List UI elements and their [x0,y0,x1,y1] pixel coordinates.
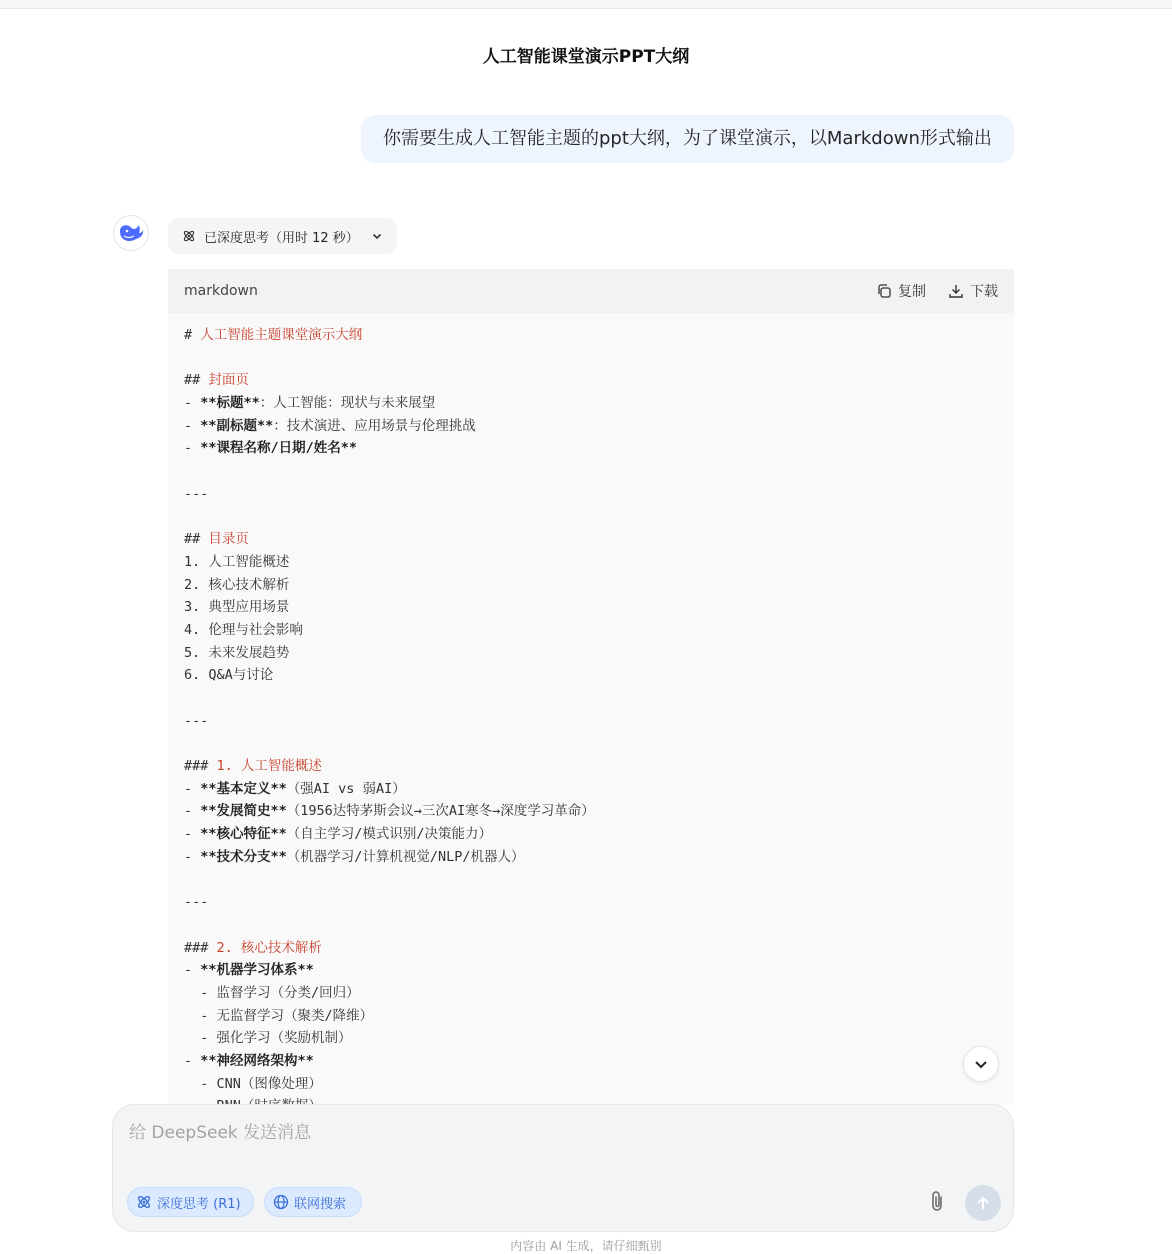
code-segment: - [184,962,201,979]
copy-label: 复制 [898,284,926,300]
send-button[interactable] [965,1185,1001,1221]
code-segment: （强AI vs 弱AI） [286,780,406,797]
code-segment: **发展简史** [200,803,287,820]
code-line [184,324,998,347]
atom-icon [182,229,196,243]
code-line [184,460,998,483]
code-line [184,937,998,960]
download-icon [948,283,964,299]
code-content [168,313,1014,1118]
code-line [184,551,998,574]
code-segment: 人工智能主题课堂演示大纲 [200,327,363,343]
code-segment: **课程名称/日期/姓名** [200,440,358,457]
code-line [184,982,998,1005]
code-segment: 5. 未来发展趋势 [184,644,290,661]
code-segment: 4. 伦理与社会影响 [184,621,303,638]
code-segment: **标题** [200,395,260,412]
code-line [184,869,998,892]
user-message-bubble: 你需要生成人工智能主题的ppt大纲，为了课堂演示，以Markdown形式输出 [361,115,1014,163]
attach-file-button[interactable] [925,1187,949,1217]
thinking-label: 已深度思考（用时 12 秒） [204,230,359,246]
code-segment: --- [184,712,209,729]
chevron-down-icon [371,230,383,242]
window-top-border [0,0,1172,9]
code-line [184,1050,998,1073]
web-search-label: 联网搜索 [294,1196,347,1212]
code-segment: （1956达特茅斯会议→三次AI寒冬→深度学习革命） [286,803,595,820]
copy-icon [876,283,892,299]
code-line [184,596,998,619]
code-segment: 1. 人工智能概述 [216,758,322,775]
code-segment: - [184,417,201,434]
code-line [184,959,998,982]
web-search-toggle[interactable] [264,1187,362,1217]
code-line [184,891,998,914]
thinking-toggle[interactable] [168,218,397,254]
code-segment: - [184,780,201,797]
arrow-up-icon [975,1195,991,1211]
code-segment: ：人工智能：现状与未来展望 [259,395,436,412]
code-segment: # [184,327,201,343]
code-block [168,269,1014,1105]
code-segment: 2. 核心技术解析 [184,576,290,593]
code-line [184,392,998,415]
ai-disclaimer: 内容由 AI 生成，请仔细甄别 [510,1239,662,1253]
code-line [184,574,998,597]
code-segment: **技术分支** [200,848,287,865]
atom-icon [136,1194,152,1210]
code-line [184,800,998,823]
code-line [184,369,998,392]
code-segment: 3. 典型应用场景 [184,599,290,616]
code-segment: - [184,826,201,843]
code-segment: ## [184,372,209,389]
message-input[interactable] [127,1117,991,1149]
code-segment: 6. Q&A与讨论 [184,667,274,684]
code-segment: （机器学习/计算机视觉/NLP/机器人） [286,848,525,865]
code-segment: - [184,440,201,457]
code-segment: （自主学习/模式识别/决策能力） [286,826,493,843]
code-line [184,415,998,438]
code-segment: ## [184,531,209,548]
code-segment: 1. 人工智能概述 [184,553,290,570]
code-line [184,778,998,801]
deep-think-label: 深度思考 (R1) [157,1196,241,1212]
download-button[interactable] [948,281,998,301]
code-language-label: markdown [184,283,258,299]
code-segment: --- [184,485,209,502]
code-line [184,506,998,529]
page-title: 人工智能课堂演示PPT大纲 [482,47,690,67]
code-line [184,1005,998,1028]
code-line [184,1027,998,1050]
code-segment: **神经网络架构** [200,1053,314,1069]
code-line [184,664,998,687]
code-segment: - CNN（图像处理） [184,1075,322,1092]
code-segment: - [184,848,201,865]
code-line [184,347,998,370]
code-line [184,755,998,778]
code-segment: - [184,803,201,820]
code-segment: - 无监督学习（聚类/降维） [184,1007,374,1024]
code-block-header [168,269,1014,313]
code-segment: **机器学习体系** [200,962,314,979]
code-segment: 封面页 [208,372,249,389]
code-segment: - [184,1053,201,1069]
code-segment: **副标题** [200,417,274,434]
paperclip-icon [928,1190,946,1214]
scroll-to-bottom-button[interactable] [963,1046,999,1082]
code-segment: ### [184,939,217,956]
copy-button[interactable] [876,281,926,301]
code-line [184,732,998,755]
code-line [184,710,998,733]
chevron-down-icon [973,1056,989,1072]
deep-think-toggle[interactable] [127,1187,254,1217]
code-line [184,823,998,846]
code-line [184,1073,998,1096]
code-segment: 2. 核心技术解析 [216,939,322,956]
code-line [184,846,998,869]
code-segment: - 监督学习（分类/回归） [184,984,360,1001]
code-line [184,642,998,665]
code-segment: **核心特征** [200,826,287,843]
code-segment: ：技术演进、应用场景与伦理挑战 [273,417,476,434]
code-line [184,437,998,460]
message-composer [112,1104,1014,1232]
code-line [184,528,998,551]
globe-icon [273,1194,289,1210]
code-line [184,687,998,710]
deepseek-avatar [113,215,149,251]
code-segment: - [184,395,201,412]
code-line [184,914,998,937]
code-segment: 目录页 [208,531,249,548]
code-line [184,619,998,642]
code-segment: - 强化学习（奖励机制） [184,1030,352,1047]
code-segment: --- [184,894,209,911]
code-segment: **基本定义** [200,780,287,797]
whale-logo-icon [118,222,144,244]
code-segment: ### [184,758,217,775]
code-line [184,483,998,506]
download-label: 下载 [970,284,998,300]
